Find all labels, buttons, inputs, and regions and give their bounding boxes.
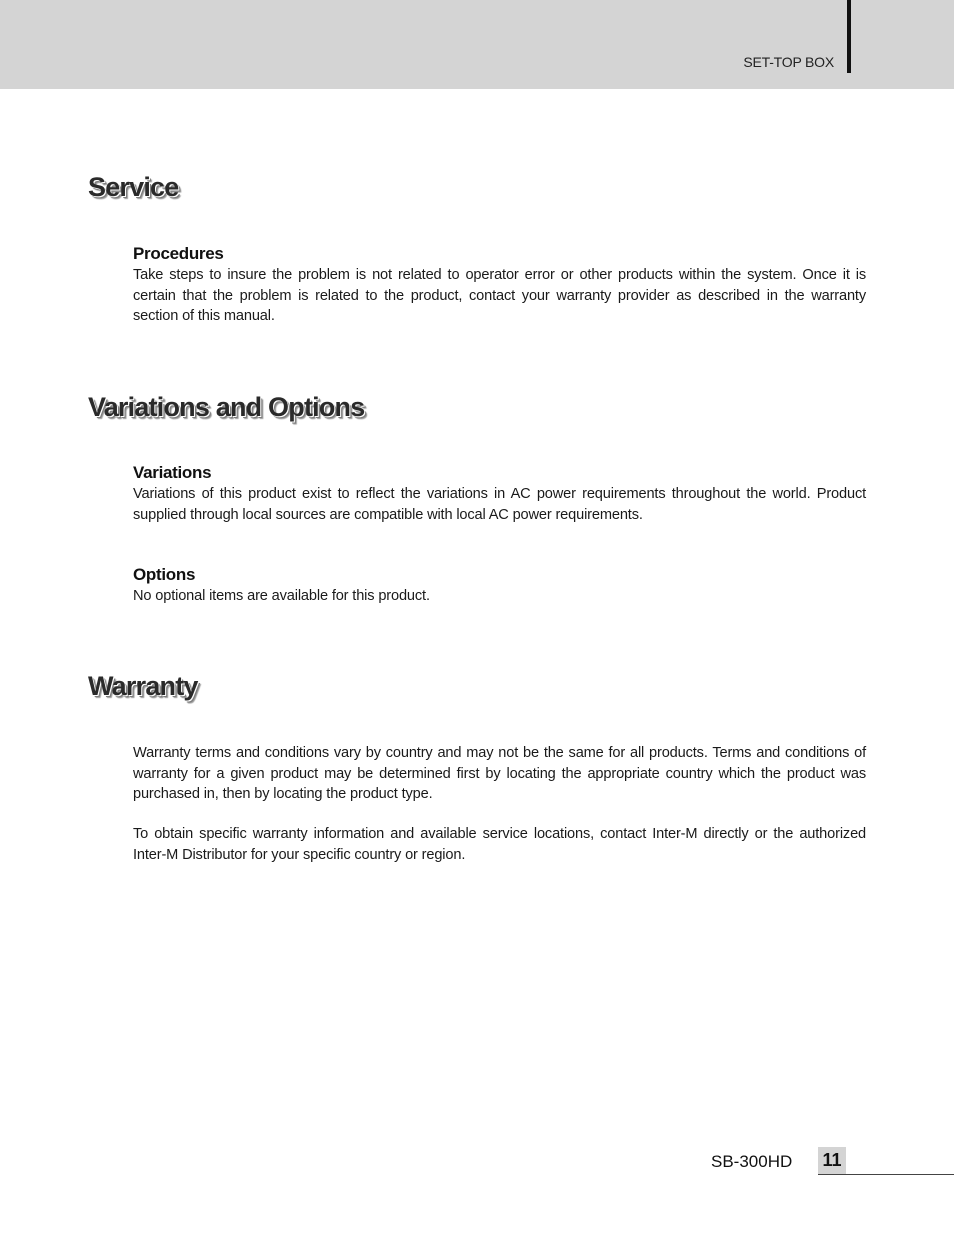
section-title-service: Service bbox=[88, 172, 179, 202]
variations-text: Variations of this product exist to reflect the variations in AC power requirements throughout the world. Product supplied through local sources are compatible with local AC power requirements. bbox=[133, 486, 866, 523]
subheading-options: Options bbox=[133, 565, 196, 584]
warranty-paragraph-2: To obtain specific warranty information and available service locations, contact Inter-M directly or the authorized Inter-M Distributor for your specific country or region. bbox=[133, 826, 866, 863]
section-title-variations-options: Variations and Options bbox=[88, 392, 365, 422]
page-number: 11 bbox=[818, 1147, 846, 1174]
header-divider bbox=[847, 0, 851, 73]
subheading-variations: Variations bbox=[133, 463, 212, 482]
options-text: No optional items are available for this product. bbox=[133, 588, 430, 604]
header-label: SET-TOP BOX bbox=[743, 54, 834, 70]
warranty-paragraph-1: Warranty terms and conditions vary by country and may not be the same for all products. Terms and conditions of warranty for a given product may be determined first by locating the appropriate country which the product was purchased in, then by locating the product type. bbox=[133, 745, 866, 802]
subheading-procedures: Procedures bbox=[133, 244, 224, 263]
procedures-text: Take steps to insure the problem is not related to operator error or other products within the system. Once it is certain that the problem is related to the product, contact your warranty provider as described in the warranty section of this manual. bbox=[133, 267, 866, 324]
footer-rule bbox=[818, 1174, 954, 1175]
footer-model: SB-300HD bbox=[711, 1152, 793, 1171]
section-title-warranty: Warranty bbox=[88, 671, 198, 701]
header-band bbox=[0, 0, 954, 89]
